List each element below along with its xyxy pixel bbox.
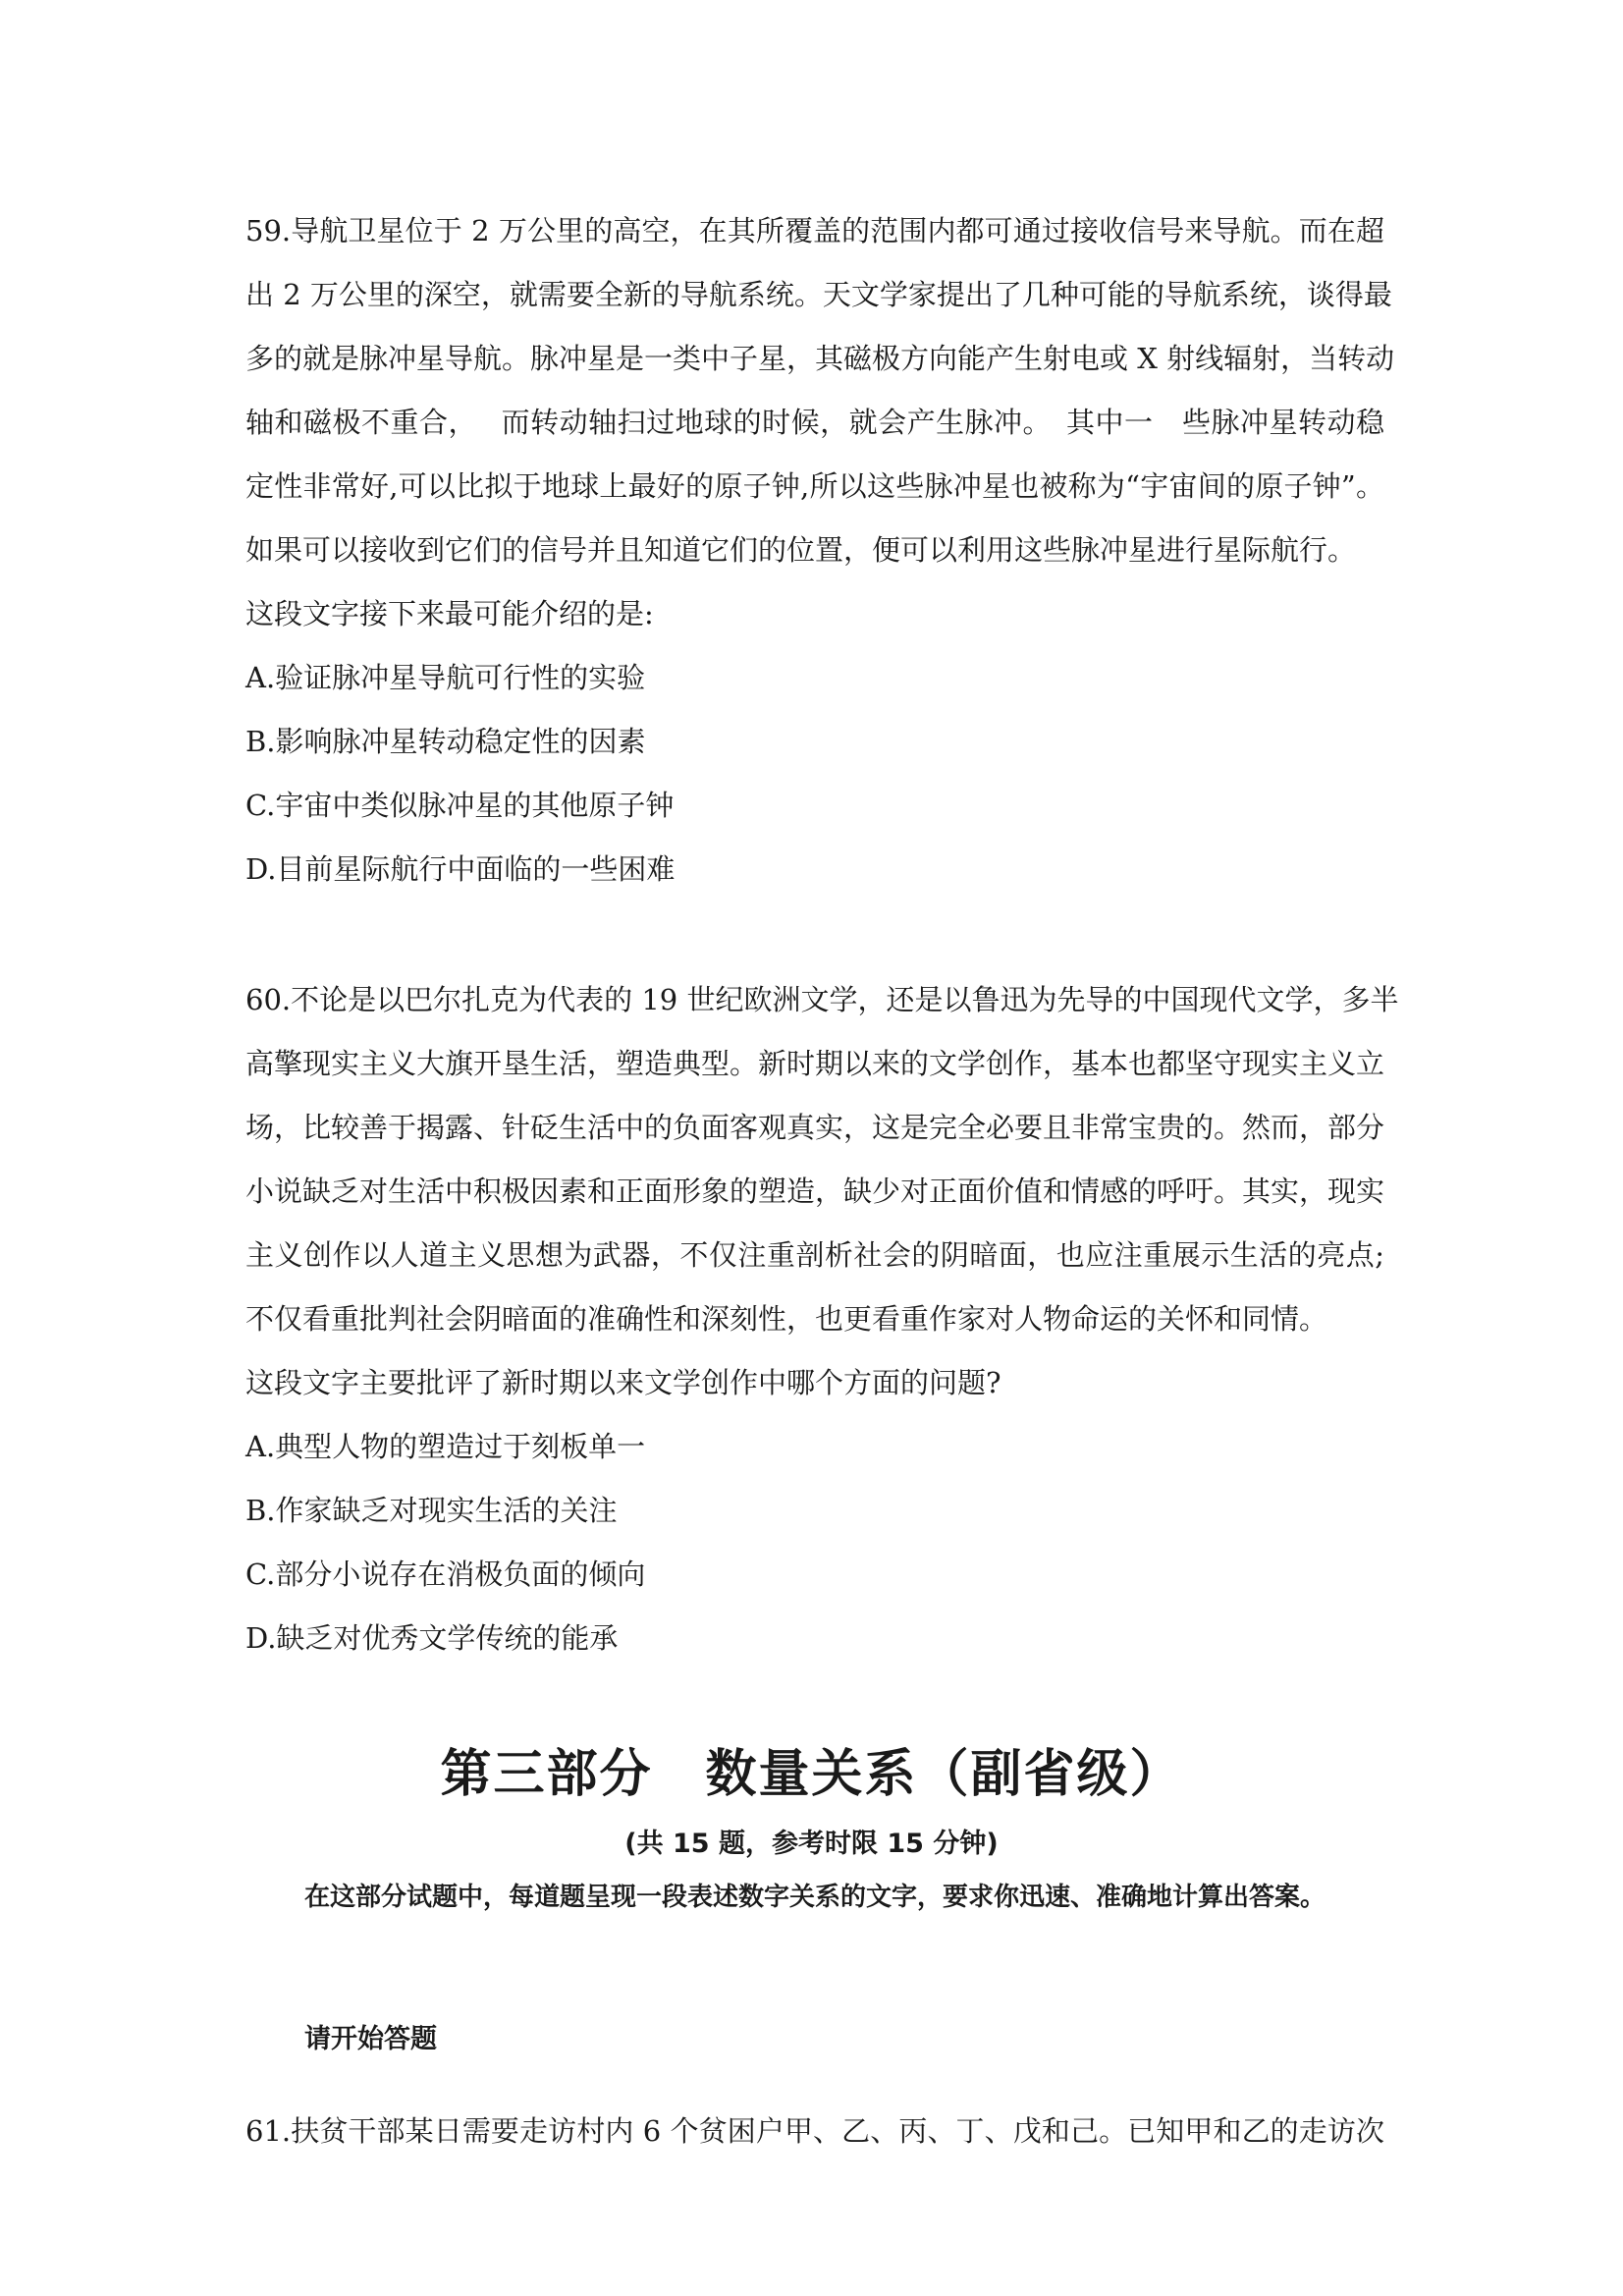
question-prompt: 这段文字接下来最可能介绍的是: (245, 597, 654, 630)
stem-line: 定性非常好,可以比拟于地球上最好的原子钟,所以这些脉冲星也被称为“宇宙间的原子钟”。 (245, 469, 1384, 503)
question-61 (245, 2100, 1384, 2163)
stem-line: 轴和磁极不重合， 而转动轴扫过地球的时候，就会产生脉冲。 其中一 些脉冲星转动稳 (245, 406, 1384, 439)
option-b: B.作家缺乏对现实生活的关注 (245, 1494, 618, 1527)
option-b: B.影响脉冲星转动稳定性的因素 (245, 725, 646, 758)
option-a: A.验证脉冲星导航可行性的实验 (245, 661, 646, 694)
question-60 (245, 968, 1399, 1670)
option-d: D.目前星际航行中面临的一些困难 (245, 852, 676, 886)
option-c: C.宇宙中类似脉冲星的其他原子钟 (245, 789, 675, 822)
section-subtitle: (共 15 题，参考时限 15 分钟) (624, 1829, 999, 1859)
stem-line: 场，比较善于揭露、针砭生活中的负面客观真实，这是完全必要且非常宝贵的。然而，部分 (245, 1111, 1385, 1144)
stem-line: 59.导航卫星位于 2 万公里的高空，在其所覆盖的范围内都可通过接收信号来导航。而在超 (245, 214, 1384, 247)
stem-line: 不仅看重批判社会阴暗面的准确性和深刻性，也更看重作家对人物命运的关怀和同情。 (245, 1302, 1328, 1336)
stem-line: 小说缺乏对生活中积极因素和正面形象的塑造，缺少对正面价值和情感的呼吁。其实，现实 (245, 1175, 1385, 1208)
stem-line: 如果可以接收到它们的信号并且知道它们的位置，便可以利用这些脉冲星进行星际航行。 (245, 533, 1357, 567)
section-title: 第三部分 数量关系（副省级） (440, 1745, 1183, 1804)
stem-line: 主义创作以人道主义思想为武器，不仅注重剖析社会的阴暗面，也应注重展示生活的亮点; (245, 1238, 1384, 1272)
stem-line: 出 2 万公里的深空，就需要全新的导航系统。天文学家提出了几种可能的导航系统，谈得最 (245, 278, 1392, 311)
stem-line: 多的就是脉冲星导航。脉冲星是一类中子星，其磁极方向能产生射电或 X 射线辐射，当转动 (245, 342, 1395, 375)
question-stem (245, 968, 1399, 1351)
option-a: A.典型人物的塑造过于刻板单一 (245, 1430, 646, 1463)
question-stem (245, 199, 1395, 582)
option-d: D.缺乏对优秀文学传统的能承 (245, 1621, 619, 1655)
option-c: C.部分小说存在消极负面的倾向 (245, 1558, 646, 1591)
question-prompt: 这段文字主要批评了新时期以来文学创作中哪个方面的问题? (245, 1366, 1001, 1399)
section-description: 在这部分试题中，每道题呈现一段表述数字关系的文字，要求你迅速、准确地计算出答案。 (303, 1883, 1325, 1912)
stem-line: 60.不论是以巴尔扎克为代表的 19 世纪欧洲文学，还是以鲁迅为先导的中国现代文学，多半 (245, 983, 1399, 1016)
start-answering-label: 请开始答题 (304, 2024, 437, 2054)
stem-line: 高擎现实主义大旗开垦生活，塑造典型。新时期以来的文学创作，基本也都坚守现实主义立 (245, 1047, 1385, 1080)
question-59 (245, 199, 1395, 902)
stem-line: 61.扶贫干部某日需要走访村内 6 个贫困户甲、乙、丙、丁、戊和己。已知甲和乙的走访次 (245, 2114, 1384, 2148)
question-stem (245, 2100, 1384, 2163)
